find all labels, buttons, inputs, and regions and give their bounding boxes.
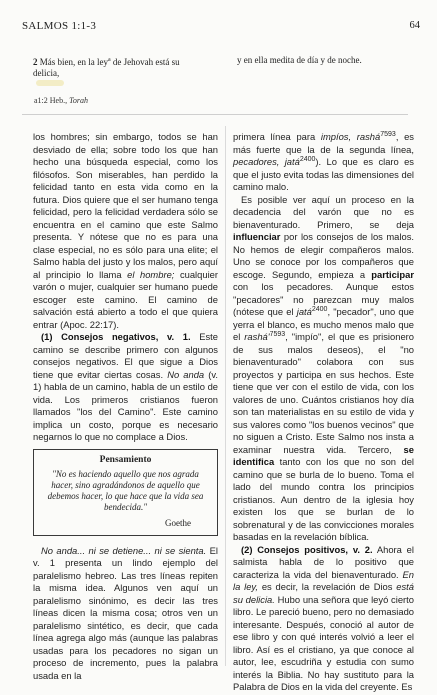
commentary-column-left [33, 131, 218, 682]
column-divider [225, 126, 226, 666]
section-heading: (1) Consejos negativos, v. 1. [41, 331, 191, 342]
verse-text-post: de Jehovah está su delicia, [33, 57, 180, 78]
verse-number: 2 [33, 57, 38, 67]
footnote-ref: a1:2 Heb., [34, 96, 68, 105]
commentary-column-right [233, 131, 414, 694]
thought-box [33, 449, 218, 536]
footnote-mark: a [107, 57, 111, 63]
footnote-divider [22, 114, 408, 115]
footnote [34, 96, 224, 105]
highlight-smudge [36, 80, 64, 86]
paragraph: los hombres; sin embargo, todos se han desviado de ella; sobre todo los que han hecho una búsqueda especial, como los filósofos. Son miserables, han perdido la felicidad tanto en esta vida como en la futura. Dios quiere que el ser humano tenga felicidad, pero la felicidad verdadera sólo se encuentra en el camino que este Salmo presenta. Y nótese que no es para una clase especial, no es sólo para una elite; el Salmo habla del justo y los malos, pero aquí al principio lo llama el hombre; cualquier varón o mujer, cualquier ser humano puede escoger este camino. El camino de salvación está abierto a todo el que quiera entrar (Apoc. 22:17). [33, 131, 218, 330]
thought-box-title: Pensamiento [99, 454, 152, 465]
paragraph: primera línea para impíos, rashá$^{7593}$, es más fuerte que la de la segunda línea, pecadores, jatá$^{2400}$). Lo que es claro es que el justo evita todas las dimensiones del camino malo. [233, 130, 414, 192]
thought-box-quote: "No es haciendo aquello que nos agrada hacer, sino agradándonos de aquello que debemos hacer, lo que hace que la vida sea bendecida." [47, 469, 204, 512]
paragraph: (2) Consejos positivos, v. 2. Ahora el salmista habla de lo positivo que caracteriza la vida del bienaventurado. En la ley, es decir, la revelación de Dios está su delicia. Hubo una señora que leyó cierto libro. Le pareció bueno, pero no demasiado interesante. Después, conoció al autor de ese libro y con qué interés volvió a leer el libro. Así es el cristiano, ya que conoce al autor, lee, escudriña y estudia con sumo interés la Biblia. No hay sustituto para la Palabra de Dios en la vida del creyente. Es [233, 543, 414, 692]
verse-text-pre: Más bien, en la ley [39, 57, 108, 67]
verse-text-left [33, 55, 208, 79]
footnote-word: Torah [69, 96, 88, 105]
paragraph: (1) Consejos negativos, v. 1. Este camino se describe primero con algunos consejos negativos. El que sigue a Dios tiene que evitar ciertas cosas. No anda (v. 1) habla de un camino, habla de un estilo de vida. Los primeros cristianos fueron llamados "los del Camino". Este camino implica un costo, porque es necesario negarnos lo que no complace a Dios. [33, 331, 218, 442]
paragraph: No anda... ni se detiene... ni se sienta. El v. 1 presenta un lindo ejemplo del paralelismo hebreo. Las tres líneas repiten la misma idea. Algunos ven aquí un paralelismo sinónimo, es decir las tres líneas dicen la misma cosa; otros ven un paralelismo sintético, es decir, que cada línea agrega algo más (aunque las palabras usadas para los pecadores no sigan un proceso de incremento, pues la palabra usada en la [33, 544, 218, 681]
thought-box-author: Goethe [165, 518, 191, 528]
section-heading: (2) Consejos positivos, v. 2. [241, 543, 373, 555]
page-number: 64 [409, 20, 420, 31]
verse-text-right: y en ella medita de día y de noche. [237, 55, 362, 65]
page-header [22, 20, 420, 34]
running-head: SALMOS 1:1-3 [22, 20, 97, 32]
paragraph: Es posible ver aquí un proceso en la decadencia del varón que no es bienaventurado. Primero, se deja influenciar por los consejos de los malos. No hemos de elegir compañeros malos. Uno se conoce por los compañeros que escoge. Segundo, empieza a participar con los pecadores. Aunque estos "pecadores" no parezcan muy malos (nótese que el jatá$^{2400}$, "pecador", uno que yerra el blanco, es mucho menos malo que el $rashá'^{7593}$, "impío", el que es prisionero de sus malos deseos), el "no bienaventurado" colabora con sus proyectos y participa en sus hechos. Este tiene que ver con el estilo de vida, con los valores de uno. Cuántos cristianos hoy día son tan materialistas en su estilo de vida y sus valores como "los buenos vecinos" que no siguen a Cristo. Este Salmo nos insta a examinar nuestra vida. Tercero, se identifica tanto con los que no son del camino que se burla de lo bueno. Toma el lado del mundo contra los principios cristianos. Aun dentro de la iglesia hoy existen los que se burlan de lo sobrenatural y de las convicciones morales basadas en la revelación bíblica. [233, 193, 414, 542]
